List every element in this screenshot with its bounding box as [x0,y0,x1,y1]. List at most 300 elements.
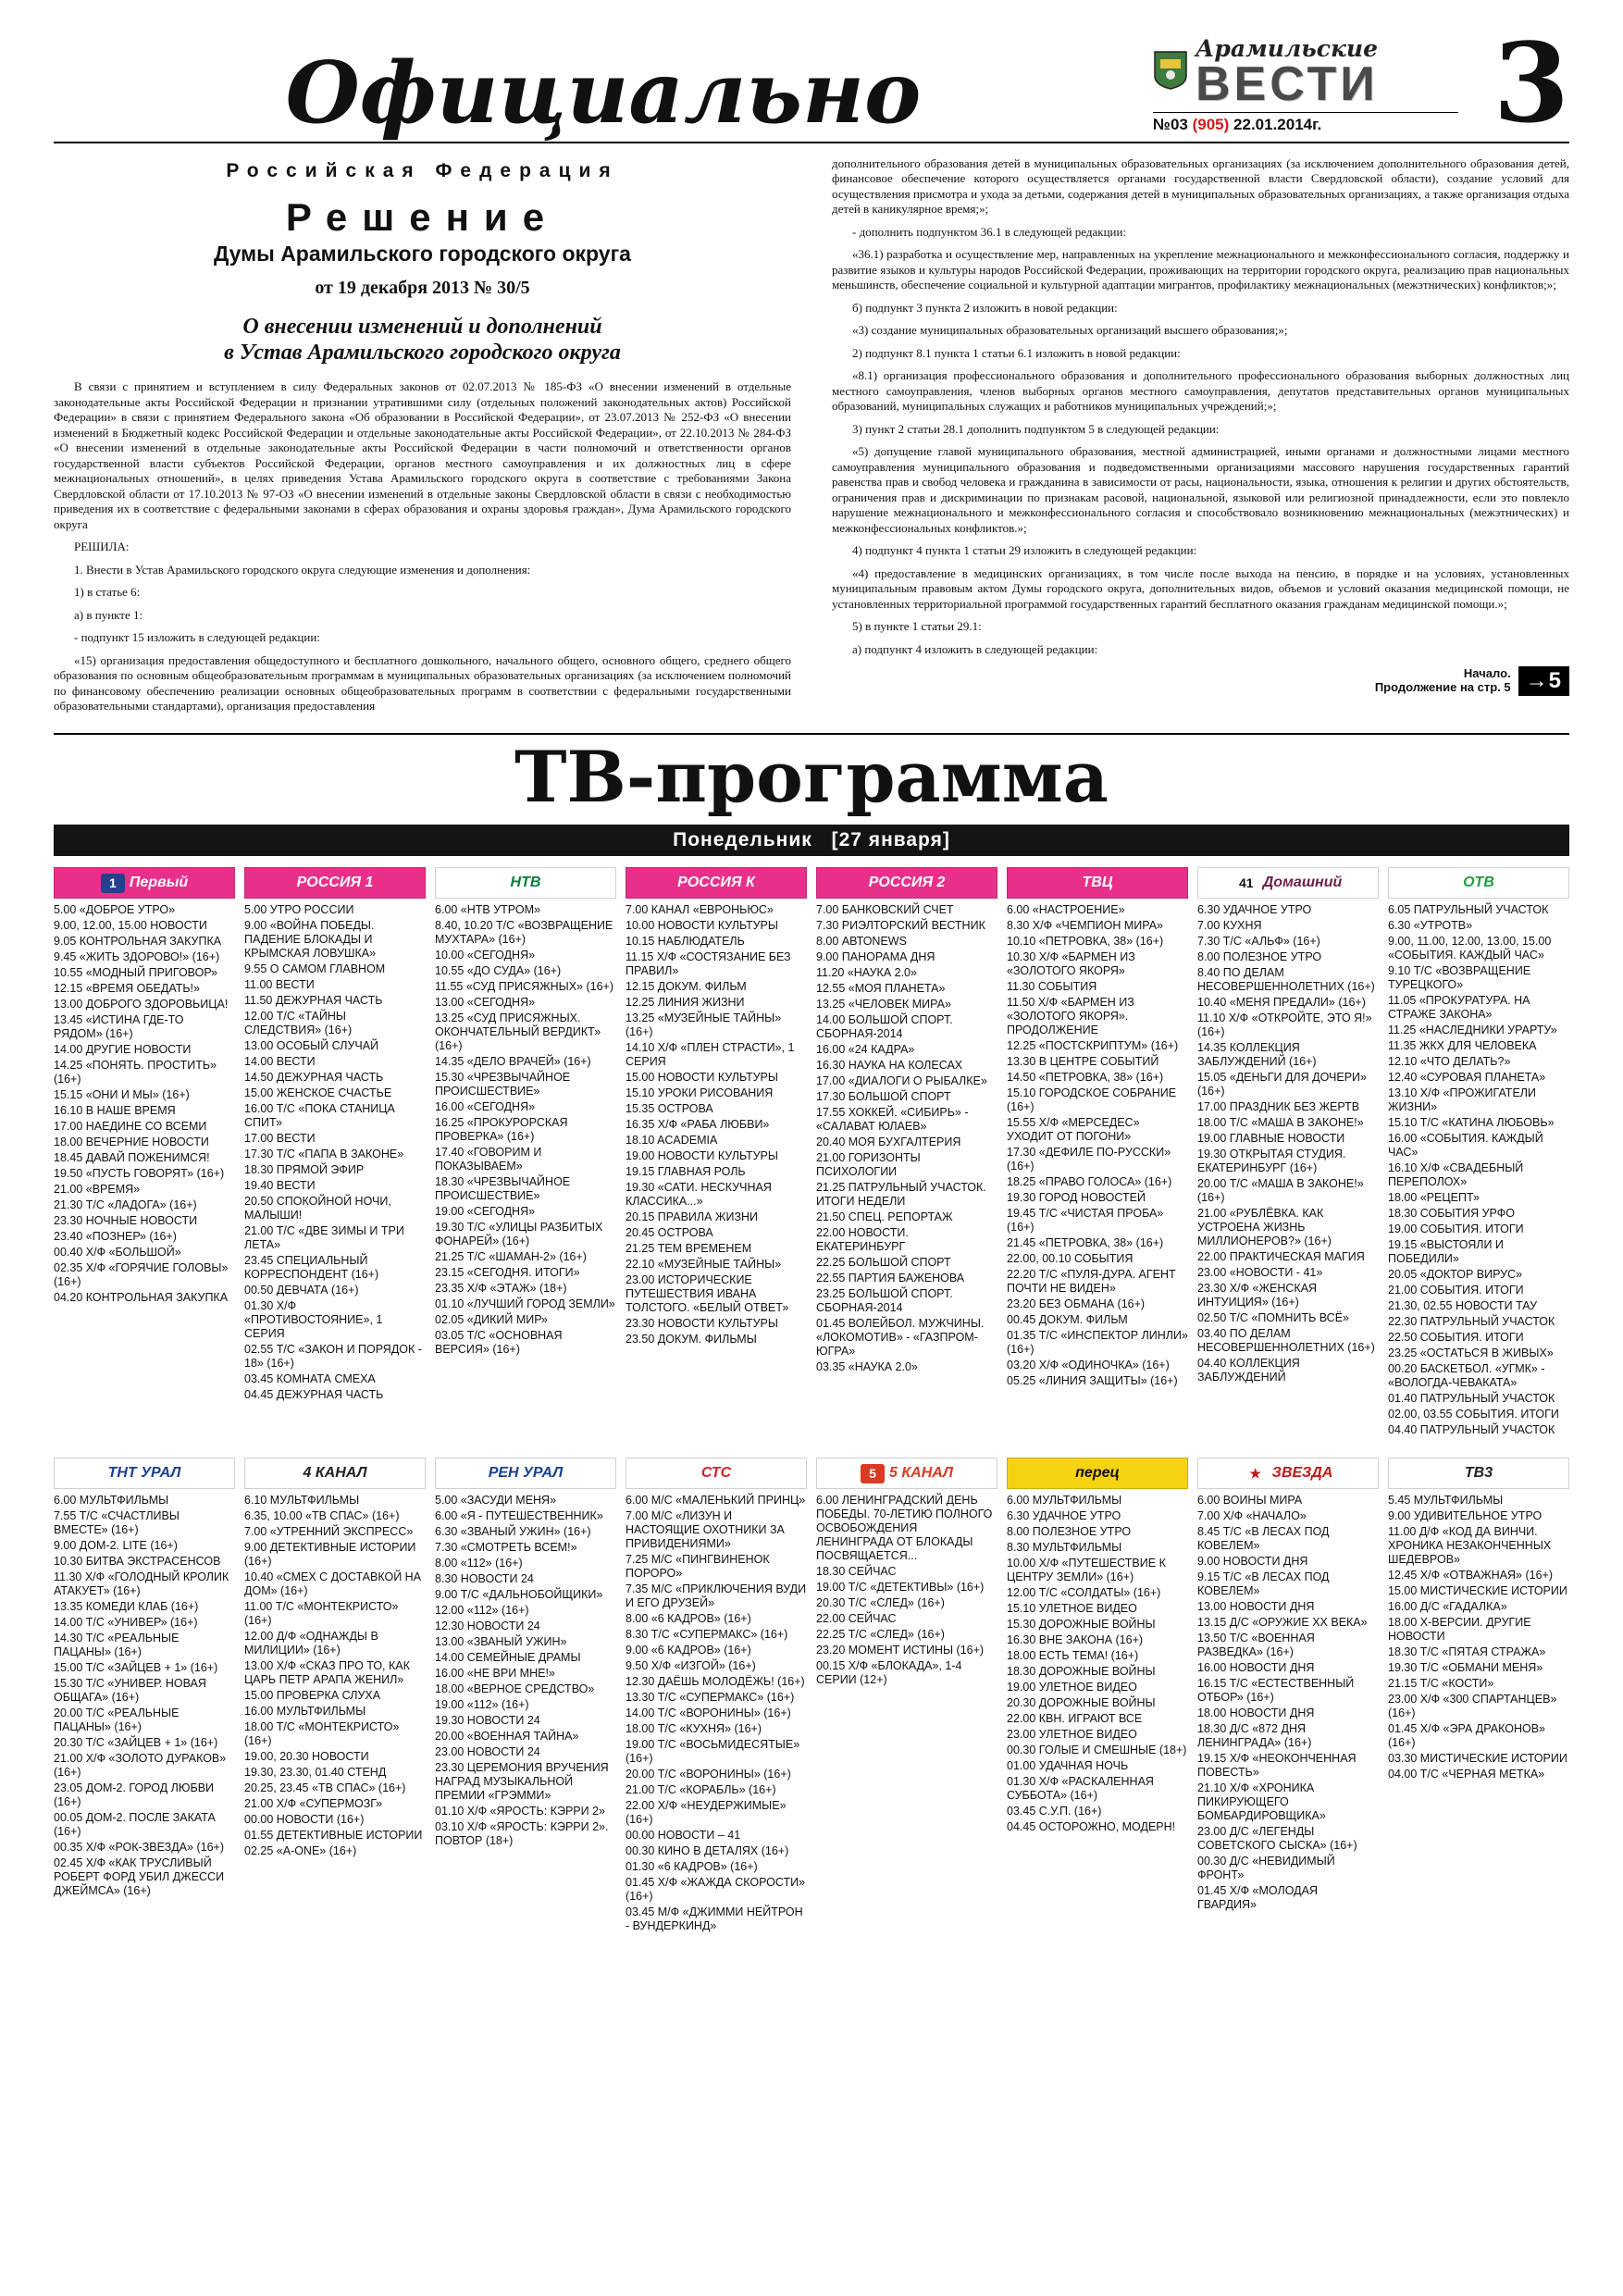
document-paragraph: «4) предоставление в медицинских организациях, в том числе после выхода на пенсию, в порядке и на условиях, установленных муниципальным правовым актом Думы городского округа, дополнительных видов, объемов и условий оказания медицинской помощи, не установленных территориальной программой государственных гарантий бесплатного оказания гражданам медицинской помощи.»; [832,565,1569,611]
program-item: 15.10 УЛЕТНОЕ ВИДЕО [1007,1602,1137,1616]
program-item: 23.20 МОМЕНТ ИСТИНЫ (16+) [816,1644,985,1657]
program-item: 13.45 «ИСТИНА ГДЕ-ТО РЯДОМ» (16+) [54,1013,184,1041]
doc-date-heading: от 19 декабря 2013 № 30/5 [315,277,530,298]
program-item: 01.10 «ЛУЧШИЙ ГОРОД ЗЕМЛИ» [435,1297,615,1311]
program-item: 22.30 ПАТРУЛЬНЫЙ УЧАСТОК [1388,1315,1555,1329]
program-list [1197,903,1379,1384]
program-item: 01.10 Х/Ф «ЯРОСТЬ: КЭРРИ 2» [435,1805,606,1818]
program-item: 18.00 Т/С «МАША В ЗАКОНЕ!» [1197,1116,1364,1130]
doc-country-heading: Российская Федерация [226,159,619,181]
program-item: 16.10 В НАШЕ ВРЕМЯ [54,1104,176,1118]
program-item: 6.30 «УТРОТВ» [1388,919,1473,933]
program-item: 10.40 «СМЕХ С ДОСТАВКОЙ НА ДОМ» (16+) [244,1570,422,1598]
channel-column [435,867,616,1439]
program-item: 20.30 Т/С «СЛЕД» (16+) [816,1596,945,1610]
document-paragraph: «5) допущение главой муниципального образования, местной администрацией, иными органами и должностными лицами местного самоуправления муниципального образования и подведомственными организациями массового нарушения государственных гарантий равенства прав и свобод человека и гражданина в зависимости от расы, национальности, языка, отношения к религии и других обстоятельств, ограничения прав и дискриминации по признакам расовой, национальной, языковой или религиозной принадлежности, если это повлекло нарушение межнационального и межконфессионального согласия и способствовало возникновению межнациональных (межэтнических) и межконфессиональных конфликтов.»; [832,444,1569,535]
program-item: 22.00 НОВОСТИ. ЕКАТЕРИНБУРГ [816,1226,909,1254]
program-item: 13.50 Т/С «ВОЕННАЯ РАЗВЕДКА» (16+) [1197,1632,1315,1659]
tv-day-bar [54,825,1569,856]
channel-name: 4 КАНАЛ [303,1465,367,1482]
tv-section-title: ТВ-программа [514,735,1109,818]
program-item: 10.40 «МЕНЯ ПРЕДАЛИ» (16+) [1197,996,1366,1010]
program-item: 18.30 Д/С «872 ДНЯ ЛЕНИНГРАДА» (16+) [1197,1722,1312,1750]
program-item: 18.25 «ПРАВО ГОЛОСА» (16+) [1007,1175,1172,1189]
program-item: 13.10 Х/Ф «ПРОЖИГАТЕЛИ ЖИЗНИ» [1388,1086,1536,1114]
document-paragraph: а) в пункте 1: [74,607,143,622]
program-item: 6.00 М/С «МАЛЕНЬКИЙ ПРИНЦ» [626,1494,806,1508]
document-paragraph: 1. Внести в Устав Арамильского городского округа следующие изменения и дополнения: [74,562,531,577]
doc-org-heading: Думы Арамильского городского округа [214,241,631,266]
channel-name: ЗВЕЗДА [1271,1465,1333,1482]
program-item: 19.00 «СЕГОДНЯ» [435,1205,536,1219]
program-list [54,903,235,1305]
program-item: 17.30 БОЛЬШОЙ СПОРТ [816,1090,951,1104]
program-item: 8.40 ПО ДЕЛАМ НЕСОВЕРШЕННОЛЕТНИХ (16+) [1197,966,1375,994]
program-item: 02.25 «A-ONE» (16+) [244,1844,357,1858]
issue-no: №03 [1153,116,1188,133]
program-item: 21.30 Т/С «ЛАДОГА» (16+) [54,1198,197,1212]
program-item: 7.25 М/С «ПИНГВИНЕНОК ПОРОРО» [626,1553,770,1581]
program-item: 15.10 Т/С «КАТИНА ЛЮБОВЬ» [1388,1116,1555,1130]
program-item: 00.30 КИНО В ДЕТАЛЯХ (16+) [626,1844,789,1858]
program-item: 11.15 Х/Ф «СОСТЯЗАНИЕ БЕЗ ПРАВИЛ» [626,950,791,978]
program-item: 6.35, 10.00 «ТВ СПАС» (16+) [244,1509,400,1523]
program-item: 5.00 «ДОБРОЕ УТРО» [54,903,176,917]
program-item: 01.30 «6 КАДРОВ» (16+) [626,1860,758,1874]
program-item: 21.00 ГОРИЗОНТЫ ПСИХОЛОГИИ [816,1151,921,1179]
program-item: 22.55 ПАРТИЯ БАЖЕНОВА [816,1272,965,1285]
program-item: 15.35 ОСТРОВА [626,1102,713,1116]
program-item: 20.40 МОЯ БУХГАЛТЕРИЯ [816,1136,961,1149]
program-item: 21.00 Т/С «КОРАБЛЬ» (16+) [626,1783,776,1797]
program-item: 8.30 Х/Ф «ЧЕМПИОН МИРА» [1007,919,1164,933]
channel-name: НТВ [510,875,541,891]
program-item: 16.00 Т/С «ПОКА СТАНИЦА СПИТ» [244,1102,395,1130]
channel-column [435,1458,616,1935]
program-item: 03.45 КОМНАТА СМЕХА [244,1372,376,1386]
doc-title [54,314,791,367]
program-item: 17.55 ХОККЕЙ. «СИБИРЬ» - «САЛАВАТ ЮЛАЕВ» [816,1106,969,1134]
program-item: 11.05 «ПРОКУРАТУРА. НА СТРАЖЕ ЗАКОНА» [1388,994,1530,1022]
program-item: 23.00 «НОВОСТИ - 41» [1197,1266,1323,1280]
channel-name: ОТВ [1463,875,1494,891]
program-item: 01.45 ВОЛЕЙБОЛ. МУЖЧИНЫ. «ЛОКОМОТИВ» - «ГАЗПРОМ-ЮГРА» [816,1317,985,1359]
program-list [816,903,997,1374]
program-item: 03.20 Х/Ф «ОДИНОЧКА» (16+) [1007,1359,1170,1372]
program-item: 16.30 НАУКА НА КОЛЕСАХ [816,1059,963,1073]
channel-column [54,867,235,1439]
program-item: 17.30 Т/С «ПАПА В ЗАКОНЕ» [244,1148,404,1161]
program-item: 04.45 ДЕЖУРНАЯ ЧАСТЬ [244,1388,384,1402]
program-item: 19.30, 23.30, 01.40 СТЕНД [244,1766,387,1780]
program-item: 23.00 НОВОСТИ 24 [435,1745,540,1759]
program-item: 15.30 Т/С «УНИВЕР. НОВАЯ ОБЩАГА» (16+) [54,1677,206,1705]
tv-date: [27 января] [831,829,950,851]
program-item: 19.30 НОВОСТИ 24 [435,1714,540,1728]
program-item: 12.40 «СУРОВАЯ ПЛАНЕТА» [1388,1071,1546,1085]
program-item: 19.00 ГЛАВНЫЕ НОВОСТИ [1197,1132,1345,1146]
program-item: 12.45 Х/Ф «ОТВАЖНАЯ» (16+) [1388,1569,1553,1582]
document-paragraph: 3) пункт 2 статьи 28.1 дополнить подпунктом 5 в следующей редакции: [852,421,1220,436]
program-item: 23.00 Д/С «ЛЕГЕНДЫ СОВЕТСКОГО СЫСКА» (16+) [1197,1825,1357,1853]
program-item: 21.10 Х/Ф «ХРОНИКА ПИКИРУЮЩЕГО БОМБАРДИРОВЩИКА» [1197,1781,1326,1823]
program-list [435,903,616,1357]
program-item: 6.30 «ЗВАНЫЙ УЖИН» (16+) [435,1525,591,1539]
program-item: 02.55 Т/С «ЗАКОН И ПОРЯДОК - 18» (16+) [244,1343,422,1371]
program-item: 04.00 Т/С «ЧЕРНАЯ МЕТКА» [1388,1768,1545,1781]
program-item: 21.00 «РУБЛЁВКА. КАК УСТРОЕНА ЖИЗНЬ МИЛЛИОНЕРОВ?» (16+) [1197,1207,1332,1248]
official-document [54,156,1569,714]
program-item: 9.00, 11.00, 12.00, 13.00, 15.00 «СОБЫТИЯ. КАЖДЫЙ ЧАС» [1388,935,1552,962]
channel-header [54,867,235,899]
program-item: 8.30 НОВОСТИ 24 [435,1572,534,1586]
program-item: 21.25 ПАТРУЛЬНЫЙ УЧАСТОК. ИТОГИ НЕДЕЛИ [816,1181,986,1209]
program-item: 12.30 НОВОСТИ 24 [435,1620,540,1633]
program-item: 20.15 ПРАВИЛА ЖИЗНИ [626,1210,758,1224]
program-item: 18.00 ВЕЧЕРНИЕ НОВОСТИ [54,1136,209,1149]
doc-title-line2: в Устав Арамильского городского округа [224,341,621,366]
program-item: 19.00, 20.30 НОВОСТИ [244,1750,369,1764]
program-item: 05.25 «ЛИНИЯ ЗАЩИТЫ» (16+) [1007,1374,1178,1388]
program-item: 8.30 Т/С «СУПЕРМАКС» (16+) [626,1628,788,1642]
program-item: 7.35 М/С «ПРИКЛЮЧЕНИЯ ВУДИ И ЕГО ДРУЗЕЙ» [626,1582,807,1610]
program-item: 12.25 «ПОСТСКРИПТУМ» (16+) [1007,1039,1179,1053]
coat-of-arms-icon [1153,50,1188,95]
program-item: 10.10 «ПЕТРОВКА, 38» (16+) [1007,935,1164,949]
channel-logo-icon: ★ [1244,1464,1268,1483]
program-list [54,1494,235,1898]
program-item: 03.05 Т/С «ОСНОВНАЯ ВЕРСИЯ» (16+) [435,1329,563,1357]
program-item: 22.50 СОБЫТИЯ. ИТОГИ [1388,1331,1524,1345]
program-item: 14.00 Т/С «ВОРОНИНЫ» (16+) [626,1706,791,1720]
program-item: 11.50 ДЕЖУРНАЯ ЧАСТЬ [244,994,383,1008]
program-item: 13.00 НОВОСТИ ДНЯ [1197,1600,1315,1614]
program-item: 19.30 ОТКРЫТАЯ СТУДИЯ. ЕКАТЕРИНБУРГ (16+) [1197,1148,1346,1175]
program-item: 9.00 Т/С «ДАЛЬНОБОЙЩИКИ» [435,1588,603,1602]
program-item: 20.00 Т/С «ВОРОНИНЫ» (16+) [626,1768,791,1781]
channel-name: Первый [129,875,189,891]
program-item: 10.55 «МОДНЫЙ ПРИГОВОР» [54,966,217,980]
program-item: 8.00 «6 КАДРОВ» (16+) [626,1612,751,1626]
program-item: 21.30, 02.55 НОВОСТИ ТАУ [1388,1299,1538,1313]
section-title: Официально [285,43,922,143]
program-item: 9.55 О САМОМ ГЛАВНОМ [244,962,386,976]
program-item: 13.00 ОСОБЫЙ СЛУЧАЙ [244,1039,379,1053]
program-item: 15.10 ГОРОДСКОЕ СОБРАНИЕ (16+) [1007,1086,1177,1114]
channel-header [816,1458,997,1489]
program-item: 6.00 ЛЕНИНГРАДСКИЙ ДЕНЬ ПОБЕДЫ. 70-ЛЕТИЮ ПОЛНОГО ОСВОБОЖДЕНИЯ ЛЕНИНГРАДА ОТ БЛОКАДЫ ПОСВЯЩАЕТСЯ... [816,1494,993,1563]
channel-header [1007,1458,1188,1489]
program-item: 18.30 «ЧРЕЗВЫЧАЙНОЕ ПРОИСШЕСТВИЕ» [435,1175,571,1203]
program-item: 16.35 Х/Ф «РАБА ЛЮБВИ» [626,1118,770,1132]
program-item: 6.00 МУЛЬТФИЛЬМЫ [54,1494,169,1508]
program-item: 16.30 ВНЕ ЗАКОНА (16+) [1007,1633,1144,1647]
program-item: 21.45 «ПЕТРОВКА, 38» (16+) [1007,1236,1164,1250]
program-list [816,1494,997,1687]
program-item: 17.40 «ГОВОРИМ И ПОКАЗЫВАЕМ» [435,1146,542,1173]
program-item: 03.45 М/Ф «ДЖИММИ НЕЙТРОН - ВУНДЕРКИНД» [626,1905,803,1933]
program-item: 10.00 «СЕГОДНЯ» [435,949,536,962]
program-list [1007,903,1188,1388]
channel-logo-icon: 5 [861,1464,885,1483]
program-item: 23.50 ДОКУМ. ФИЛЬМЫ [626,1333,757,1347]
program-item: 03.30 МИСТИЧЕСКИЕ ИСТОРИИ [1388,1752,1567,1766]
document-paragraph: «36.1) разработка и осуществление мер, направленных на укрепление межнационального и межконфессионального согласия, поддержку и развитие языков и культуры народов Российской Федерации, проживающих на территории городского округа, реализацию прав национальных меньшинств, обеспечение социальной и культурной адаптации мигрантов, профилактику межнациональных (межэтнических) конфликтов;»; [832,247,1569,292]
program-item: 13.25 «ЧЕЛОВЕК МИРА» [816,998,951,1011]
program-item: 8.00 АВТОNEWS [816,935,907,949]
channel-name: РОССИЯ К [677,875,755,891]
program-item: 15.00 ЖЕНСКОЕ СЧАСТЬЕ [244,1086,392,1100]
program-item: 20.30 Т/С «ЗАЙЦЕВ + 1» (16+) [54,1736,218,1750]
channel-header [435,867,616,899]
program-item: 9.10 Т/С «ВОЗВРАЩЕНИЕ ТУРЕЦКОГО» [1388,964,1531,992]
program-item: 7.30 РИЭЛТОРСКИЙ ВЕСТНИК [816,919,985,933]
program-item: 23.30 ЦЕРЕМОНИЯ ВРУЧЕНИЯ НАГРАД МУЗЫКАЛЬНОЙ ПРЕМИИ «ГРЭММИ» [435,1761,609,1803]
program-item: 7.00 КУХНЯ [1197,919,1262,933]
program-item: 23.00 УЛЕТНОЕ ВИДЕО [1007,1728,1137,1742]
channel-column [816,867,997,1439]
program-item: 6.00 «Я - ПУТЕШЕСТВЕННИК» [435,1509,603,1523]
program-item: 04.40 КОЛЛЕКЦИЯ ЗАБЛУЖДЕНИЙ [1197,1357,1300,1384]
program-item: 04.45 ОСТОРОЖНО, МОДЕРН! [1007,1820,1176,1834]
channel-column [1388,1458,1569,1935]
program-item: 01.00 УДАЧНАЯ НОЧЬ [1007,1759,1129,1773]
program-item: 10.15 НАБЛЮДАТЕЛЬ [626,935,745,949]
program-item: 12.25 ЛИНИЯ ЖИЗНИ [626,996,745,1010]
document-paragraph: 4) подпункт 4 пункта 1 статьи 29 изложить в следующей редакции: [852,543,1197,558]
program-item: 12.00 Т/С «ТАЙНЫ СЛЕДСТВИЯ» (16+) [244,1010,353,1037]
program-item: 13.00 «СЕГОДНЯ» [435,996,536,1010]
program-item: 9.00 ДОМ-2. LITE (16+) [54,1539,178,1553]
channel-column [244,867,426,1439]
program-item: 19.15 «ВЫСТОЯЛИ И ПОБЕДИЛИ» [1388,1238,1504,1266]
doc-col-right-body [832,156,1569,658]
program-item: 00.05 ДОМ-2. ПОСЛЕ ЗАКАТА (16+) [54,1811,216,1839]
program-list [1007,1494,1188,1834]
program-item: 20.30 ДОРОЖНЫЕ ВОЙНЫ [1007,1696,1156,1710]
channel-header [1388,867,1569,899]
program-item: 11.30 Х/Ф «ГОЛОДНЫЙ КРОЛИК АТАКУЕТ» (16+) [54,1570,229,1598]
channel-column [626,867,807,1439]
program-item: 19.15 ГЛАВНАЯ РОЛЬ [626,1165,746,1179]
program-item: 22.20 Т/С «ПУЛЯ-ДУРА. АГЕНТ ПОЧТИ НЕ ВИДЕН» [1007,1268,1176,1296]
program-item: 18.30 СОБЫТИЯ УРФО [1388,1207,1515,1221]
document-paragraph: б) подпункт 3 пункта 2 изложить в новой редакции: [852,300,1118,315]
channel-header [244,867,426,899]
program-item: 14.50 ДЕЖУРНАЯ ЧАСТЬ [244,1071,384,1085]
program-item: 23.30 Х/Ф «ЖЕНСКАЯ ИНТУИЦИЯ» (16+) [1197,1282,1318,1309]
program-item: 8.30 МУЛЬТФИЛЬМЫ [1007,1541,1122,1555]
program-list [244,903,426,1402]
program-item: 9.00 НОВОСТИ ДНЯ [1197,1555,1308,1569]
program-item: 19.00 Т/С «ДЕТЕКТИВЫ» (16+) [816,1581,985,1595]
program-item: 13.00 «ЗВАНЫЙ УЖИН» [435,1635,567,1649]
program-item: 7.00 Х/Ф «НАЧАЛО» [1197,1509,1307,1523]
program-item: 6.05 ПАТРУЛЬНЫЙ УЧАСТОК [1388,903,1549,917]
masthead-top-line: Арамильские [1196,35,1378,62]
program-item: 9.00 «6 КАДРОВ» (16+) [626,1644,751,1657]
channel-name: РОССИЯ 1 [296,875,374,891]
program-item: 00.45 ДОКУМ. ФИЛЬМ [1007,1313,1128,1327]
tv-grid [54,867,1569,1935]
program-item: 11.25 «НАСЛЕДНИКИ УРАРТУ» [1388,1024,1557,1037]
program-item: 7.00 БАНКОВСКИЙ СЧЕТ [816,903,954,917]
program-item: 18.45 ДАВАЙ ПОЖЕНИМСЯ! [54,1151,210,1165]
program-item: 15.00 МИСТИЧЕСКИЕ ИСТОРИИ [1388,1584,1567,1598]
issue-number: (905) [1192,116,1230,133]
channel-column [816,1458,997,1935]
channel-column [1388,867,1569,1439]
program-item: 20.45 ОСТРОВА [626,1226,713,1240]
program-item: 21.25 ТЕМ ВРЕМЕНЕМ [626,1242,752,1256]
program-item: 23.25 БОЛЬШОЙ СПОРТ. СБОРНАЯ-2014 [816,1287,953,1315]
program-item: 7.00 КАНАЛ «ЕВРОНЬЮС» [626,903,774,917]
program-item: 13.00 Х/Ф «СКАЗ ПРО ТО, КАК ЦАРЬ ПЕТР АРАПА ЖЕНИЛ» [244,1659,410,1687]
program-item: 5.45 МУЛЬТФИЛЬМЫ [1388,1494,1504,1508]
program-item: 8.40, 10.20 Т/С «ВОЗВРАЩЕНИЕ МУХТАРА» (16+) [435,919,613,947]
document-paragraph: 2) подпункт 8.1 пункта 1 статьи 6.1 изложить в новой редакции: [852,345,1181,360]
program-item: 22.25 Т/С «СЛЕД» (16+) [816,1628,945,1642]
program-item: 20.50 СПОКОЙНОЙ НОЧИ, МАЛЫШИ! [244,1195,391,1222]
program-item: 19.15 Х/Ф «НЕОКОНЧЕННАЯ ПОВЕСТЬ» [1197,1752,1357,1780]
program-item: 01.30 Х/Ф «РАСКАЛЕННАЯ СУББОТА» (16+) [1007,1775,1154,1803]
issue-date: 22.01.2014г. [1233,116,1322,133]
program-item: 13.30 В ЦЕНТРЕ СОБЫТИЙ [1007,1055,1159,1069]
program-item: 16.00 «НЕ ВРИ МНЕ!» [435,1667,555,1681]
channel-header [1388,1458,1569,1489]
document-paragraph: В связи с принятием и вступлением в силу Федеральных законов от 02.07.2013 № 185-ФЗ «О внесении изменений в отдельные законодательные акты Российской Федерации и признании утратившими силу (отдельных положений законодательных актов) Российской Федерации» в связи с принятием Федерального закона «Об образовании в Российской Федерации», от 23.07.2013 № 252-ФЗ «О внесении изменений в Бюджетный кодекс Российской Федерации и отдельные законодательные акты Российской Федерации», от 22.10.2013 № 284-ФЗ «О внесении изменений в отдельные законодательные акты Российской Федерации в части полномочий и ответственности органов государственной власти субъектов Российской Федерации, органов местного самоуправления и их должностных лиц в сфере межнациональных отношений», в целях приведения Устава Арамильского городского округа в соответствие с требованиями Закона Свердловской области от 17.10.2013 № 97-ОЗ «О внесении изменений в отдельные законы Свердловской области в связи с необходимостью приведения их в соответствие с федеральными законами в сферах образования и охраны здоровья граждан», Дума Арамильского городского округа [54,379,791,531]
program-item: 19.30 Т/С «УЛИЦЫ РАЗБИТЫХ ФОНАРЕЙ» (16+) [435,1221,603,1248]
channel-column [1197,867,1379,1439]
document-paragraph: - подпункт 15 изложить в следующей редакции: [74,630,320,645]
channel-column [1007,1458,1188,1935]
program-item: 12.00 Т/С «СОЛДАТЫ» (16+) [1007,1586,1161,1600]
program-item: 19.00 СОБЫТИЯ. ИТОГИ [1388,1222,1524,1236]
program-item: 20.00 Т/С «МАША В ЗАКОНЕ!» (16+) [1197,1177,1364,1205]
program-item: 23.25 «ОСТАТЬСЯ В ЖИВЫХ» [1388,1347,1554,1360]
program-item: 23.00 Х/Ф «300 СПАРТАНЦЕВ» (16+) [1388,1693,1557,1720]
program-item: 23.05 ДОМ-2. ГОРОД ЛЮБВИ (16+) [54,1781,215,1809]
issue-line [1153,112,1458,134]
program-item: 04.20 КОНТРОЛЬНАЯ ЗАКУПКА [54,1291,229,1305]
program-item: 18.30 Т/С «ПЯТАЯ СТРАЖА» [1388,1645,1546,1659]
program-item: 20.05 «ДОКТОР ВИРУС» [1388,1268,1523,1282]
program-item: 7.00 М/С «ЛИЗУН И НАСТОЯЩИЕ ОХОТНИКИ ЗА ПРИВИДЕНИЯМИ» [626,1509,785,1551]
program-item: 18.00 Т/С «МОНТЕКРИСТО» (16+) [244,1720,400,1748]
program-item: 18.00 ЕСТЬ ТЕМА! (16+) [1007,1649,1139,1663]
program-item: 16.00 «24 КАДРА» [816,1043,915,1057]
program-item: 02.05 «ДИКИЙ МИР» [435,1313,548,1327]
program-item: 10.30 БИТВА ЭКСТРАСЕНСОВ [54,1555,221,1569]
program-item: 11.30 СОБЫТИЯ [1007,980,1097,994]
document-paragraph: «15) организация предоставления общедоступного и бесплатного дошкольного, начального общего, основного общего, среднего общего образования по основным общеобразовательным программам в муниципальных образовательных организациях (за исключением полномочий по финансовому обеспечению реализации основных общеобразовательных программ в соответствии с федеральными государственными образовательными стандартами), организация предоставления [54,652,791,714]
program-item: 11.50 Х/Ф «БАРМЕН ИЗ «ЗОЛОТОГО ЯКОРЯ». ПРОДОЛЖЕНИЕ [1007,996,1134,1037]
program-item: 9.45 «ЖИТЬ ЗДОРОВО!» (16+) [54,950,220,964]
program-item: 19.30 Т/С «ОБМАНИ МЕНЯ» [1388,1661,1543,1675]
program-item: 14.00 ДРУГИЕ НОВОСТИ [54,1043,192,1057]
program-list [626,903,807,1347]
page-number: 3 [1493,19,1569,147]
program-item: 12.00 «112» (16+) [435,1604,529,1618]
continuation-line2: Продолжение на стр. 5 [1374,680,1511,695]
program-item: 7.55 Т/С «СЧАСТЛИВЫ ВМЕСТЕ» (16+) [54,1509,180,1537]
program-item: 17.00 «ДИАЛОГИ О РЫБАЛКЕ» [816,1074,987,1088]
program-item: 5.00 УТРО РОССИИ [244,903,354,917]
program-item: 00.35 Х/Ф «РОК-ЗВЕЗДА» (16+) [54,1841,224,1855]
program-item: 22.00 СЕЙЧАС [816,1612,897,1626]
program-item: 16.00 Д/С «ГАДАЛКА» [1388,1600,1507,1614]
program-item: 21.00 Х/Ф «СУПЕРМОЗГ» [244,1797,383,1811]
document-paragraph: «3) создание муниципальных образовательных организаций высшего образования;»; [852,323,1288,338]
program-item: 14.30 Т/С «РЕАЛЬНЫЕ ПАЦАНЫ» (16+) [54,1632,180,1659]
program-item: 10.00 Х/Ф «ПУТЕШЕСТВИЕ К ЦЕНТРУ ЗЕМЛИ» (16+) [1007,1557,1166,1584]
program-item: 19.00 УЛЕТНОЕ ВИДЕО [1007,1681,1137,1694]
program-item: 00.40 Х/Ф «БОЛЬШОЙ» [54,1246,181,1260]
program-item: 9.00 ПАНОРАМА ДНЯ [816,950,935,964]
channel-name: ТВЦ [1082,875,1113,891]
program-item: 17.00 ВЕСТИ [244,1132,316,1146]
program-item: 04.40 ПАТРУЛЬНЫЙ УЧАСТОК [1388,1423,1555,1437]
program-item: 12.30 ДАЁШЬ МОЛОДЁЖЬ! (16+) [626,1675,805,1689]
program-list [1197,1494,1379,1912]
tv-section-rule [54,733,1569,735]
program-item: 15.00 НОВОСТИ КУЛЬТУРЫ [626,1071,778,1085]
program-item: 11.10 Х/Ф «ОТКРОЙТЕ, ЭТО Я!» (16+) [1197,1011,1372,1039]
program-item: 13.00 ДОБРОГО ЗДОРОВЬИЦА! [54,998,229,1011]
program-item: 14.35 «ДЕЛО ВРАЧЕЙ» (16+) [435,1055,591,1069]
program-item: 7.30 Т/С «АЛЬФ» (16+) [1197,935,1320,949]
channel-header [626,1458,807,1489]
program-item: 01.40 ПАТРУЛЬНЫЙ УЧАСТОК [1388,1392,1555,1406]
program-item: 6.00 ВОИНЫ МИРА [1197,1494,1303,1508]
program-item: 9.15 Т/С «В ЛЕСАХ ПОД КОВЕЛЕМ» [1197,1570,1330,1598]
program-item: 8.45 Т/С «В ЛЕСАХ ПОД КОВЕЛЕМ» [1197,1525,1330,1553]
program-item: 02.45 Х/Ф «КАК ТРУСЛИВЫЙ РОБЕРТ ФОРД УБИЛ ДЖЕССИ ДЖЕЙМСА» (16+) [54,1856,225,1898]
channel-name: СТС [700,1465,732,1482]
program-item: 02.00, 03.55 СОБЫТИЯ. ИТОГИ [1388,1408,1559,1421]
program-item: 10.30 Х/Ф «БАРМЕН ИЗ «ЗОЛОТОГО ЯКОРЯ» [1007,950,1135,978]
program-item: 16.00 МУЛЬТФИЛЬМЫ [244,1705,366,1719]
program-item: 01.45 Х/Ф «ЭРА ДРАКОНОВ» (16+) [1388,1722,1545,1750]
program-item: 21.00 «ВРЕМЯ» [54,1183,141,1197]
program-item: 02.35 Х/Ф «ГОРЯЧИЕ ГОЛОВЫ» (16+) [54,1261,229,1289]
program-item: 7.30 «СМОТРЕТЬ ВСЕМ!» [435,1541,577,1555]
program-item: 00.30 Д/С «НЕВИДИМЫЙ ФРОНТ» [1197,1855,1335,1882]
channel-header [54,1458,235,1489]
program-item: 14.35 КОЛЛЕКЦИЯ ЗАБЛУЖДЕНИЙ (16+) [1197,1041,1317,1069]
doc-column-right [832,156,1569,714]
program-item: 11.00 Д/Ф «КОД ДА ВИНЧИ. ХРОНИКА НЕЗАКОНЧЕННЫХ ШЕДЕВРОВ» [1388,1525,1552,1567]
program-item: 18.00 «РЕЦЕПТ» [1388,1191,1480,1205]
program-item: 16.15 Т/С «ЕСТЕСТВЕННЫЙ ОТБОР» (16+) [1197,1677,1355,1705]
channel-name: РОССИЯ 2 [868,875,946,891]
program-item: 01.45 Х/Ф «МОЛОДАЯ ГВАРДИЯ» [1197,1884,1318,1912]
program-item: 15.30 ДОРОЖНЫЕ ВОЙНЫ [1007,1618,1156,1632]
channel-name: 5 КАНАЛ [888,1465,954,1482]
program-item: 00.50 ДЕВЧАТА (16+) [244,1284,359,1297]
program-item: 19.50 «ПУСТЬ ГОВОРЯТ» (16+) [54,1167,225,1181]
program-item: 13.35 КОМЕДИ КЛАБ (16+) [54,1600,199,1614]
continuation-arrow-icon: →5 [1518,666,1569,696]
program-item: 14.00 БОЛЬШОЙ СПОРТ. СБОРНАЯ-2014 [816,1013,953,1041]
program-item: 6.00 «НАСТРОЕНИЕ» [1007,903,1125,917]
program-item: 6.10 МУЛЬТФИЛЬМЫ [244,1494,360,1508]
tv-day: Понедельник [673,829,812,851]
program-item: 20.00 «ВОЕННАЯ ТАЙНА» [435,1730,579,1744]
program-item: 21.25 Т/С «ШАМАН-2» (16+) [435,1250,587,1264]
program-item: 00.30 ГОЛЫЕ И СМЕШНЫЕ (18+) [1007,1744,1187,1757]
program-item: 12.15 «ВРЕМЯ ОБЕДАТЬ!» [54,982,200,996]
